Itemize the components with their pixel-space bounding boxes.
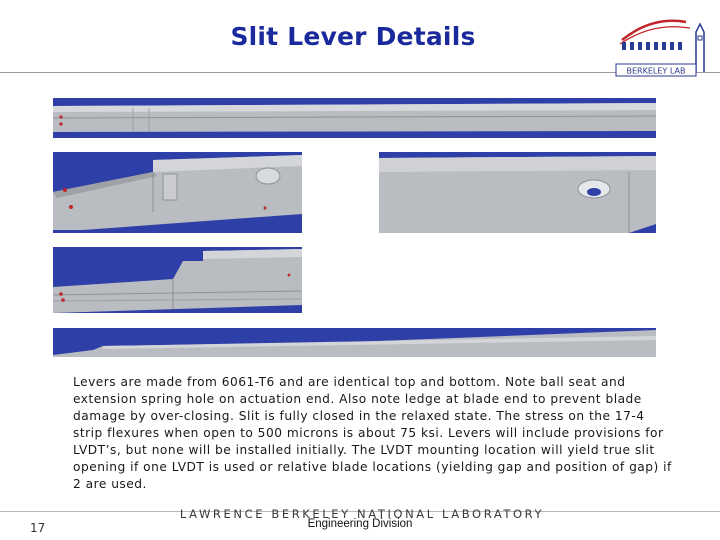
render-blade-end <box>53 247 302 313</box>
logo-text: BERKELEY LAB <box>626 66 686 76</box>
render-ball-seat <box>379 152 656 233</box>
slide-body-text: Levers are made from 6061-T6 and are identical top and bottom. Note ball seat and extension spring hole on actuation end. Also note ledge at blade end to prevent blade damage by over-closing. Slit is fully closed in the relaxed state. The stress on the 17-4 strip flexures when open to 500 microns is about 75 ksi. Levers will include provisions for LVDT’s, but none will be installed initially. The LVDT mounting location will yield true slit opening if one LVDT is used or relative blade locations (yielding gap and position of gap) if 2 are used. <box>73 375 672 491</box>
berkeley-lab-logo <box>612 10 720 80</box>
footer-laboratory-text: LAWRENCE BERKELEY NATIONAL LABORATORY <box>179 507 545 521</box>
footer-division: Engineering Division <box>307 518 413 530</box>
render-lever-side <box>53 328 656 357</box>
slide-title: Slit Lever Details <box>230 22 476 51</box>
render-full-lever <box>53 98 656 138</box>
page-number: 17 <box>30 521 46 535</box>
render-actuation-end <box>53 152 302 233</box>
